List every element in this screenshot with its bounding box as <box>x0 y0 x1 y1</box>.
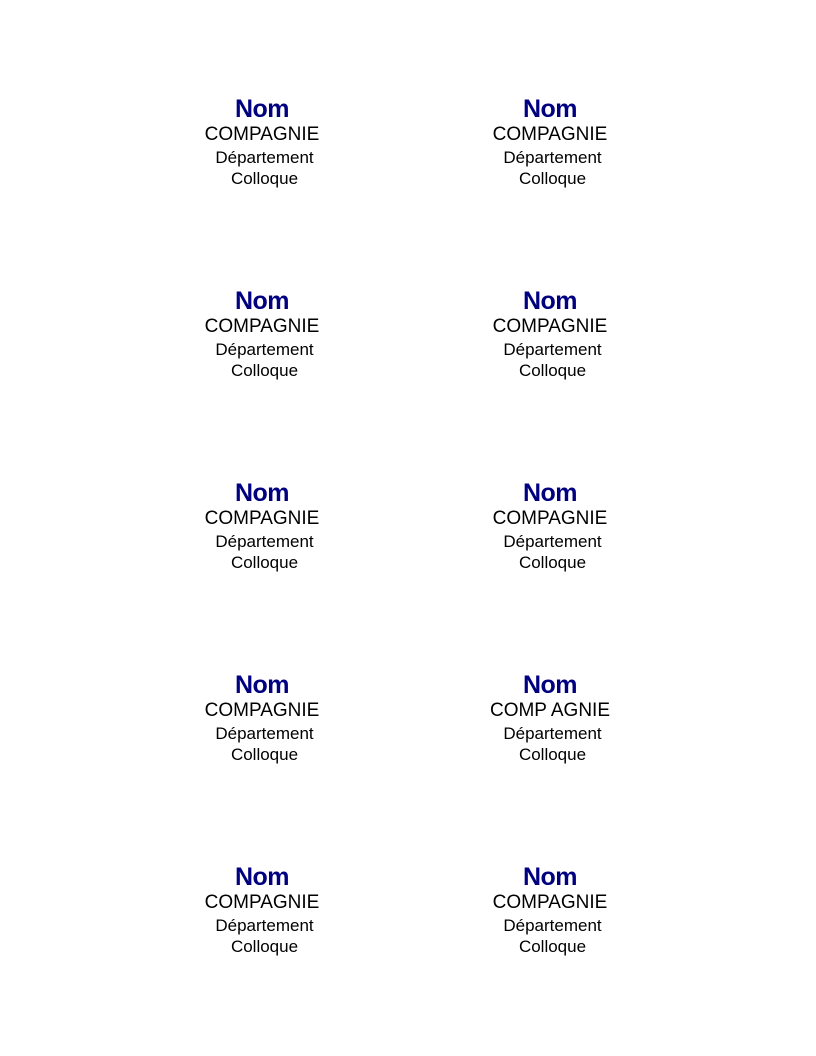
badge-department: Département <box>503 148 602 167</box>
badge-company: COMPAGNIE <box>204 316 320 337</box>
badge-company: COMPAGNIE <box>204 700 320 721</box>
badge-department: Département <box>215 148 314 167</box>
name-badge <box>152 478 372 573</box>
badge-event: Colloque <box>518 361 587 380</box>
badge-company: COMP AGNIE <box>489 700 610 721</box>
badge-event: Colloque <box>230 361 299 380</box>
badge-department: Département <box>215 916 314 935</box>
name-badge <box>152 862 372 957</box>
badge-department: Département <box>503 916 602 935</box>
name-badge <box>440 478 660 573</box>
badge-event: Colloque <box>230 745 299 764</box>
badge-name: Nom <box>234 95 290 123</box>
badge-company: COMPAGNIE <box>492 124 608 145</box>
badge-department: Département <box>503 724 602 743</box>
badge-name: Nom <box>234 479 290 507</box>
badge-company: COMPAGNIE <box>204 892 320 913</box>
name-badge <box>440 862 660 957</box>
badge-department: Département <box>215 532 314 551</box>
name-badge <box>440 670 660 765</box>
badge-company: COMPAGNIE <box>492 316 608 337</box>
badge-event: Colloque <box>230 937 299 956</box>
badge-department: Département <box>215 724 314 743</box>
name-badge <box>152 94 372 189</box>
badge-department: Département <box>503 340 602 359</box>
badge-company: COMPAGNIE <box>492 892 608 913</box>
badge-name: Nom <box>234 863 290 891</box>
badge-event: Colloque <box>518 745 587 764</box>
badge-company: COMPAGNIE <box>492 508 608 529</box>
name-badge <box>440 94 660 189</box>
badge-event: Colloque <box>230 553 299 572</box>
badge-name: Nom <box>522 287 578 315</box>
badge-name: Nom <box>522 671 578 699</box>
badge-event: Colloque <box>518 169 587 188</box>
badge-department: Département <box>215 340 314 359</box>
badge-name: Nom <box>522 95 578 123</box>
badge-name: Nom <box>522 479 578 507</box>
badge-name: Nom <box>234 671 290 699</box>
name-badge <box>152 670 372 765</box>
badge-name: Nom <box>234 287 290 315</box>
badge-event: Colloque <box>230 169 299 188</box>
badge-department: Département <box>503 532 602 551</box>
badge-company: COMPAGNIE <box>204 508 320 529</box>
badge-name: Nom <box>522 863 578 891</box>
badge-event: Colloque <box>518 937 587 956</box>
badge-event: Colloque <box>518 553 587 572</box>
name-badge <box>152 286 372 381</box>
badge-company: COMPAGNIE <box>204 124 320 145</box>
name-badge <box>440 286 660 381</box>
